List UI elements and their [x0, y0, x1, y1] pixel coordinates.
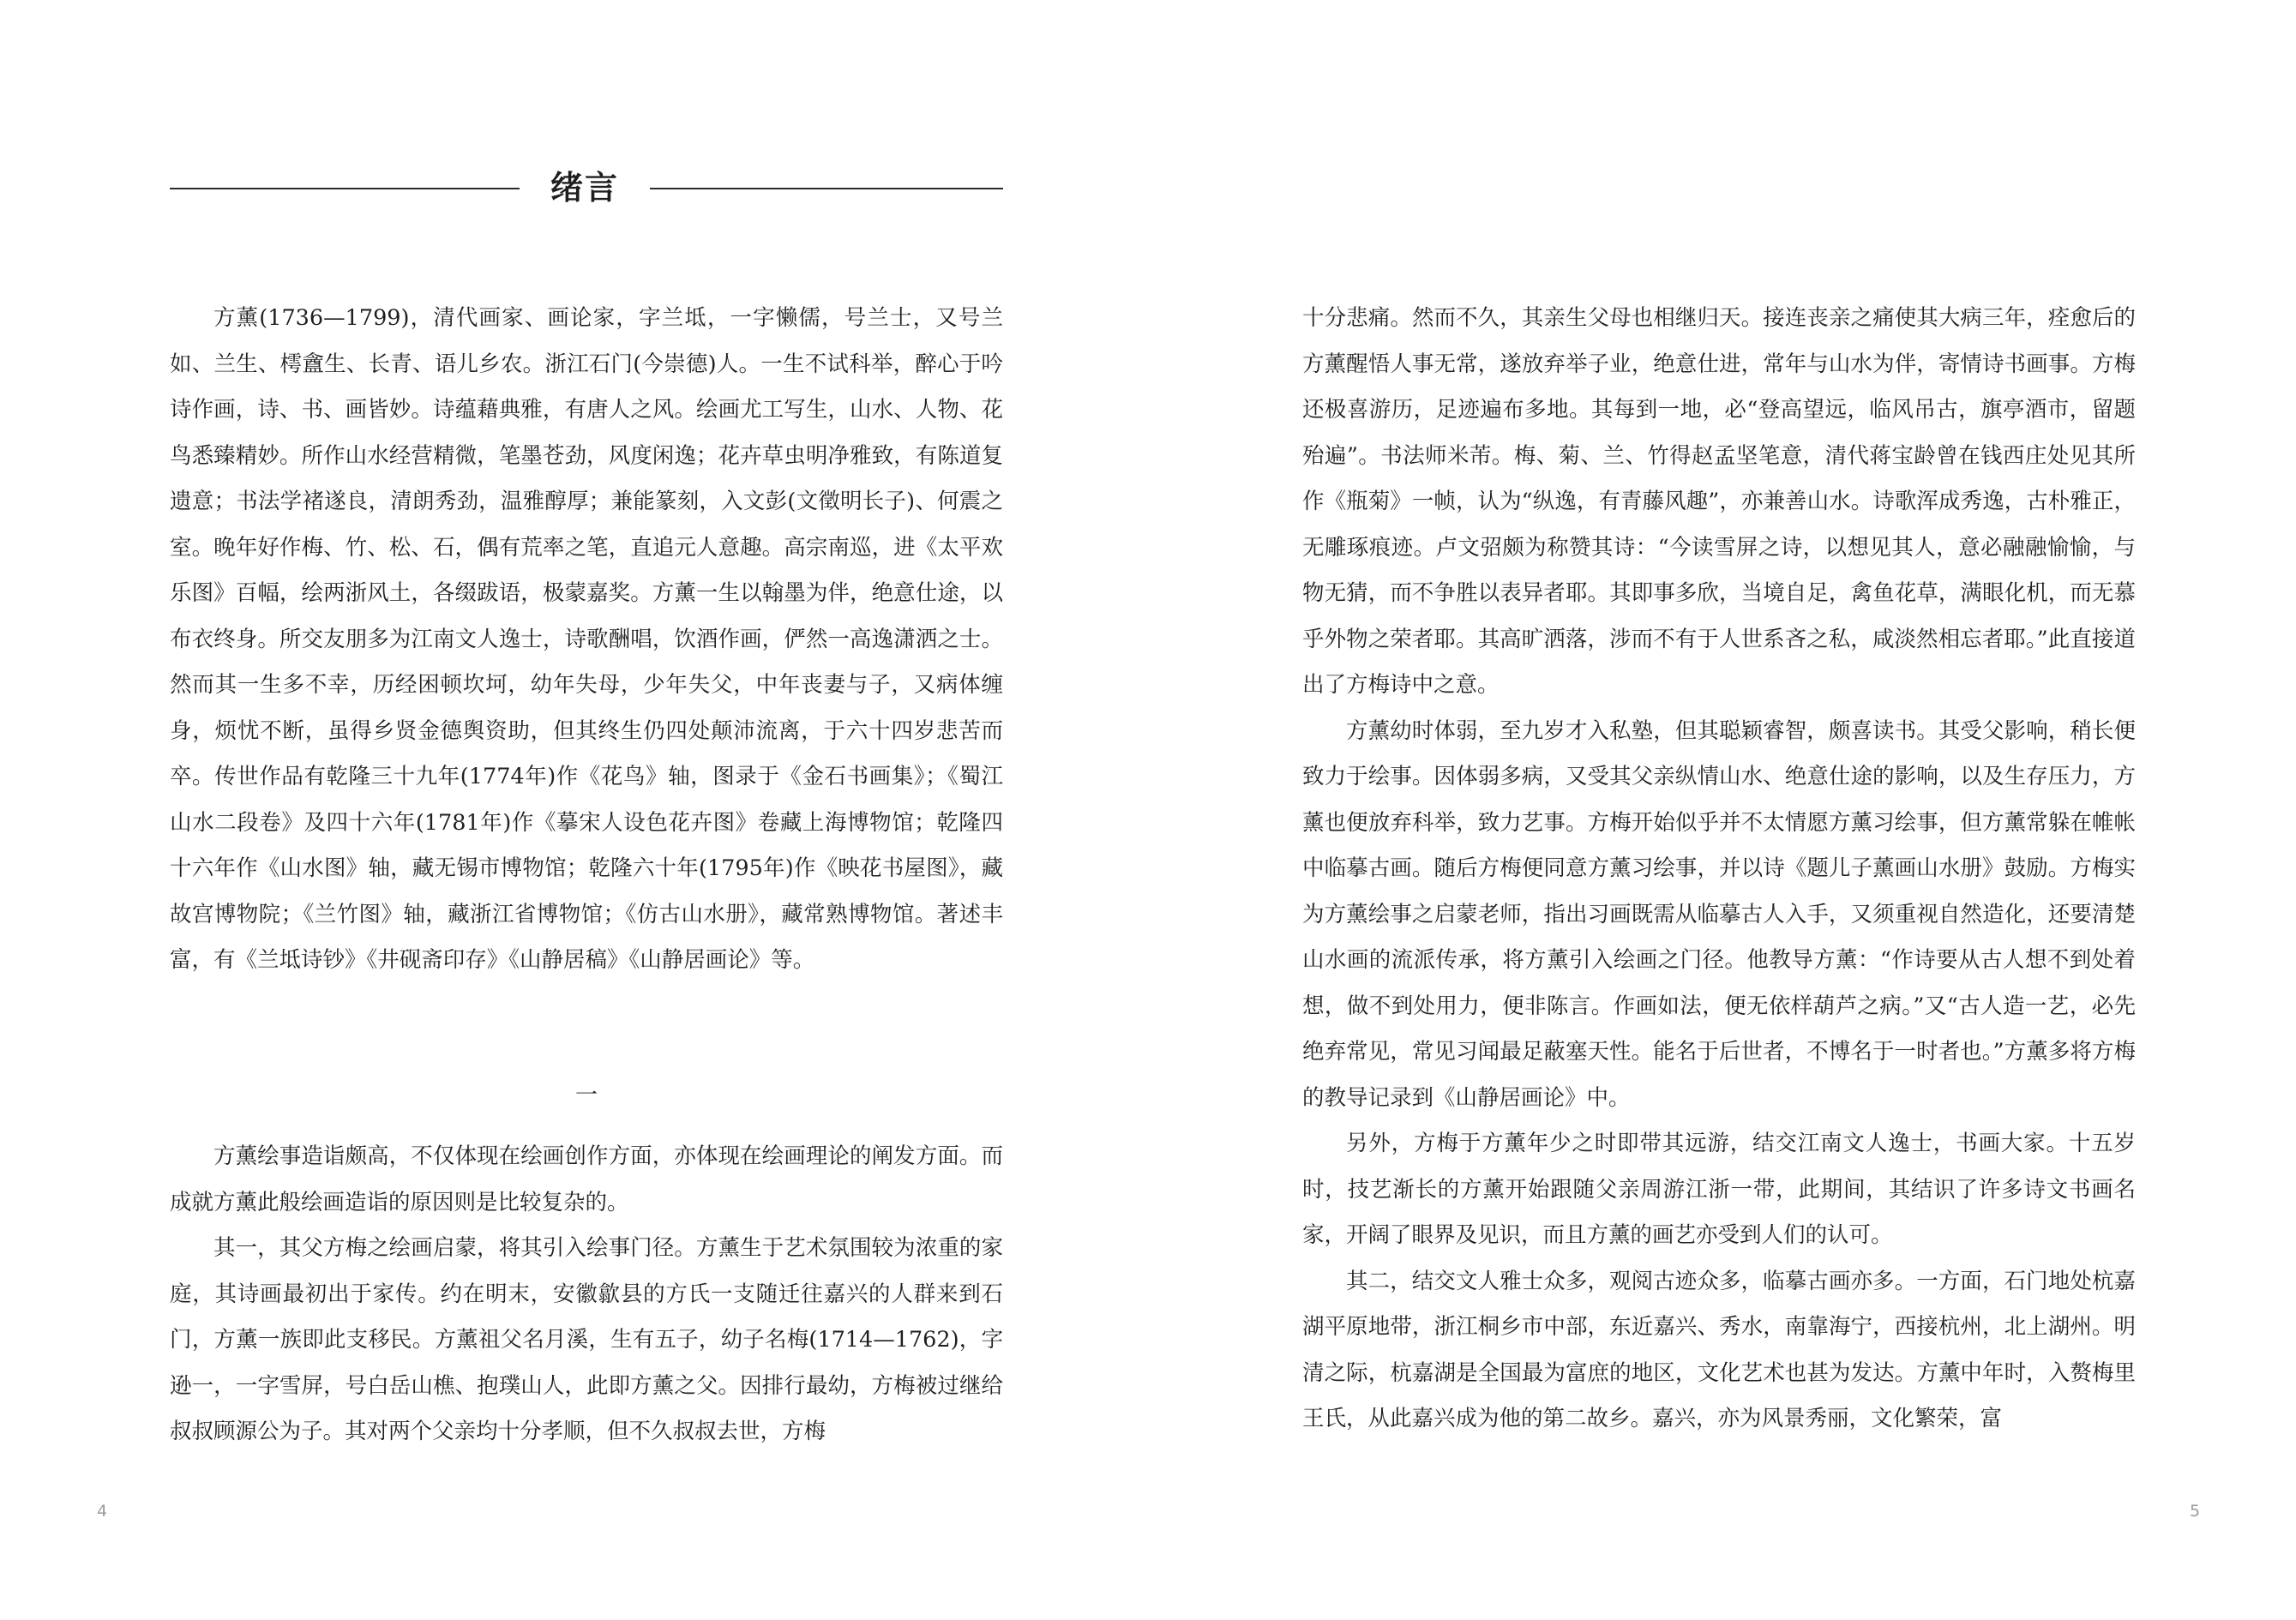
- body-text: [1302, 296, 2136, 1443]
- title-rule-left: [170, 188, 520, 189]
- paragraph: 其二，结交文人雅士众多，观阅古迹众多，临摹古画亦多。一方面，石门地处杭嘉湖平原地带，浙江桐乡市中部，东近嘉兴、秀水，南靠海宁，西接杭州，北上湖州。明清之际，杭嘉湖是全国最为富庶的地区，文化艺术也甚为发达。方薰中年时，入赘梅里王氏，从此嘉兴成为他的第二故乡。嘉兴，亦为风景秀丽，文化繁荣，富: [1302, 1268, 2136, 1431]
- intro-text: [170, 296, 1003, 984]
- right-page: [1148, 0, 2296, 1620]
- title-rule-right: [650, 188, 1003, 189]
- paragraph: 另外，方梅于方薰年少之时即带其远游，结交江南文人逸士，书画大家。十五岁时，技艺渐长的方薰开始跟随父亲周游江浙一带，此期间，其结识了许多诗文书画名家，开阔了眼界及见识，而且方薰的画艺亦受到人们的认可。: [1302, 1131, 2136, 1248]
- paragraph: 方薰绘事造诣颇高，不仅体现在绘画创作方面，亦体现在绘画理论的阐发方面。而成就方薰此般绘画造诣的原因则是比较复杂的。: [170, 1143, 1003, 1215]
- paragraph: 方薰幼时体弱，至九岁才入私塾，但其聪颖睿智，颇喜读书。其受父影响，稍长便致力于绘事。因体弱多病，又受其父亲纵情山水、绝意仕途的影响，以及生存压力，方薰也便放弃科举，致力艺事。方梅开始似乎并不太情愿方薰习绘事，但方薰常躲在帷帐中临摹古画。随后方梅便同意方薰习绘事，并以诗《题儿子薰画山水册》鼓励。方梅实为方薰绘事之启蒙老师，指出习画既需从临摹古人入手，又须重视自然造化，还要清楚山水画的流派传承，将方薰引入绘画之门径。他教导方薰：“作诗要从古人想不到处着想，做不到处用力，便非陈言。作画如法，便无依样葫芦之病。”又“古人造一艺，必先绝弃常见，常见习闻最足蔽塞天性。能名于后世者，不博名于一时者也。”方薰多将方梅的教导记录到《山静居画论》中。: [1302, 717, 2136, 1111]
- section-number: 一: [574, 1083, 598, 1108]
- paragraph: 方薰(1736—1799)，清代画家、画论家，字兰坻，一字懒儒，号兰士，又号兰如、兰生、樗盦生、长青、语儿乡农。浙江石门(今崇德)人。一生不试科举，醉心于吟诗作画，诗、书、画皆妙。诗蕴藉典雅，有唐人之风。绘画尤工写生，山水、人物、花鸟悉臻精妙。所作山水经营精微，笔墨苍劲，风度闲逸；花卉草虫明净雅致，有陈道复遗意；书法学褚遂良，清朗秀劲，温雅醇厚；兼能篆刻，入文彭(文徵明长子)、何震之室。晚年好作梅、竹、松、石，偶有荒率之笔，直追元人意趣。高宗南巡，进《太平欢乐图》百幅，绘两浙风土，各缀跋语，极蒙嘉奖。方薰一生以翰墨为伴，绝意仕途，以布衣终身。所交友朋多为江南文人逸士，诗歌酬唱，饮酒作画，俨然一高逸潇洒之士。然而其一生多不幸，历经困顿坎坷，幼年失母，少年失父，中年丧妻与子，又病体缠身，烦忧不断，虽得乡贤金德舆资助，但其终生仍四处颠沛流离，于六十四岁悲苦而卒。传世作品有乾隆三十九年(1774年)作《花鸟》轴，图录于《金石书画集》；《蜀江山水二段卷》及四十六年(1781年)作《摹宋人设色花卉图》卷藏上海博物馆；乾隆四十六年作《山水图》轴，藏无锡市博物馆；乾隆六十年(1795年)作《映花书屋图》，藏故宫博物院；《兰竹图》轴，藏浙江省博物馆；《仿古山水册》，藏常熟博物馆。著述丰富，有《兰坻诗钞》《井砚斋印存》《山静居稿》《山静居画论》等。: [170, 305, 1003, 973]
- page-number: 5: [2190, 1502, 2201, 1521]
- section-text: [170, 1134, 1003, 1455]
- page-number: 4: [97, 1502, 108, 1521]
- chapter-title: 绪言: [550, 168, 619, 207]
- chapter-heading: [170, 161, 1003, 216]
- paragraph: 十分悲痛。然而不久，其亲生父母也相继归天。接连丧亲之痛使其大病三年，痊愈后的方薰醒悟人事无常，遂放弃举子业，绝意仕进，常年与山水为伴，寄情诗书画事。方梅还极喜游历，足迹遍布多地。其每到一地，必“登高望远，临风吊古，旗亭酒市，留题殆遍”。书法师米芾。梅、菊、兰、竹得赵孟坚笔意，清代蒋宝龄曾在钱西庄处见其所作《瓶菊》一帧，认为“纵逸，有青藤风趣”，亦兼善山水。诗歌浑成秀逸，古朴雅正，无雕琢痕迹。卢文弨颇为称赞其诗：“今读雪屏之诗，以想见其人，意必融融愉愉，与物无猜，而不争胜以表异者耶。其即事多欣，当境自足，禽鱼花草，满眼化机，而无慕乎外物之荣者耶。其高旷洒落，涉而不有于人世系吝之私，咸淡然相忘者耶。”此直接道出了方梅诗中之意。: [1302, 305, 2136, 698]
- paragraph: 其一，其父方梅之绘画启蒙，将其引入绘事门径。方薰生于艺术氛围较为浓重的家庭，其诗画最初出于家传。约在明末，安徽歙县的方氏一支随迁往嘉兴的人群来到石门，方薰一族即此支移民。方薰祖父名月溪，生有五子，幼子名梅(1714—1762)，字逊一，一字雪屏，号白岳山樵、抱璞山人，此即方薰之父。因排行最幼，方梅被过继给叔叔顾源公为子。其对两个父亲均十分孝顺，但不久叔叔去世，方梅: [170, 1235, 1003, 1444]
